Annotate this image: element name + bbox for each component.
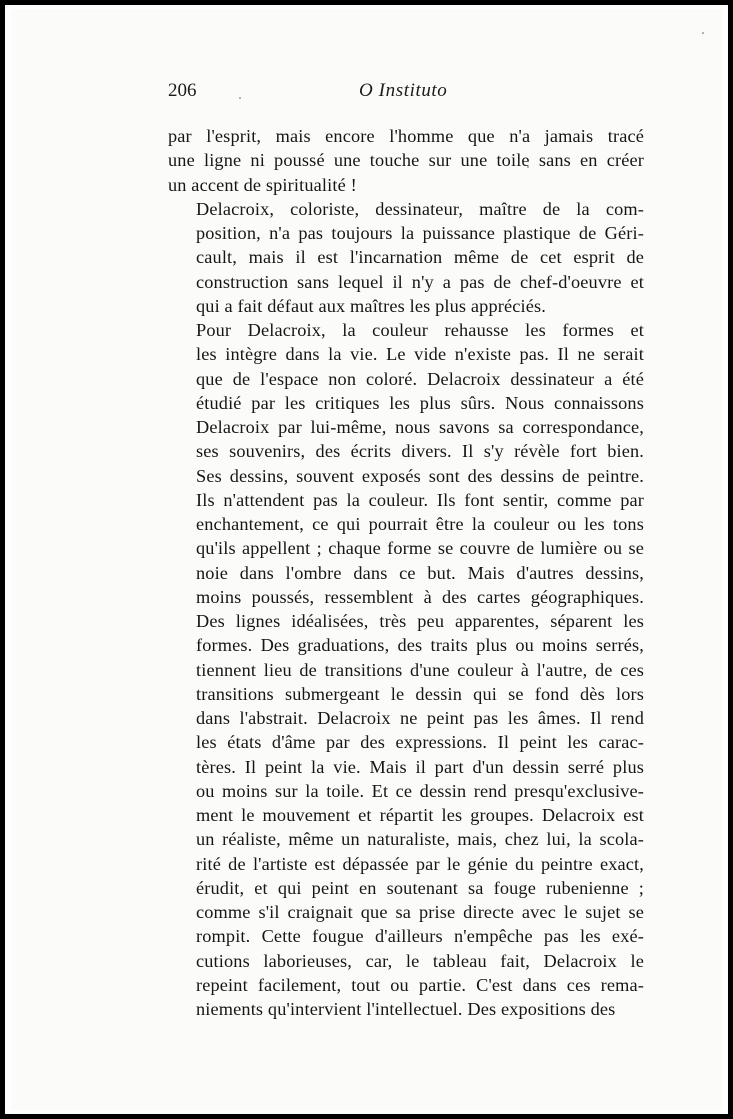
text-line: qui a fait défaut aux maîtres les plus appréciés. bbox=[196, 295, 546, 316]
running-head bbox=[168, 80, 644, 106]
text-line: cault, mais il est l'incarnation même de cet esprit de bbox=[196, 247, 644, 268]
text-line: rompit. Cette fougue d'ailleurs n'empêche pas les exé- bbox=[196, 926, 644, 947]
journal-title: O Instituto bbox=[359, 80, 448, 101]
text-line: dans l'abstrait. Delacroix ne peint pas les âmes. Il rend bbox=[196, 708, 644, 728]
paragraph bbox=[168, 197, 644, 318]
text-line: tères. Il peint la vie. Mais il part d'un dessin serré plus bbox=[196, 756, 644, 777]
text-line: moins poussés, ressemblent à des cartes géographiques. bbox=[196, 586, 644, 607]
text-line: un accent de spiritualité ! bbox=[168, 174, 357, 195]
text-line: Delacroix par lui-même, nous savons sa correspondance, bbox=[196, 417, 644, 437]
text-line: par l'esprit, mais encore l'homme que n'a jamais tracé bbox=[168, 126, 644, 146]
text-line: ou moins sur la toile. Et ce dessin rend presqu'exclusive- bbox=[196, 780, 644, 801]
text-line: comme s'il craignait que sa prise directe avec le sujet se bbox=[196, 902, 644, 922]
text-line: que de l'espace non coloré. Delacroix dessinateur a été bbox=[196, 368, 644, 389]
text-line: Ils n'attendent pas la couleur. Ils font sentir, comme par bbox=[196, 489, 644, 510]
text-line: érudit, et qui peint en soutenant sa fouge rubenienne ; bbox=[196, 877, 644, 898]
text-line: Des lignes idéalisées, très peu apparentes, séparent les bbox=[196, 611, 644, 631]
text-line: ment le mouvement et répartit les groupes. Delacroix est bbox=[196, 805, 644, 825]
text-line: Ses dessins, souvent exposés sont des dessins de peintre. bbox=[196, 465, 644, 486]
text-line: une ligne ni poussé une touche sur une toile sans en créer bbox=[168, 150, 644, 171]
text-line: niements qu'intervient l'intellectuel. Des expositions des bbox=[196, 999, 616, 1019]
paragraph bbox=[168, 124, 644, 197]
text-line: tiennent lieu de transitions d'une couleur à l'autre, de ces bbox=[196, 659, 644, 680]
text-line: construction sans lequel il n'y a pas de chef-d'oeuvre et bbox=[196, 271, 644, 292]
paragraph bbox=[168, 318, 644, 1021]
text-line: un réaliste, même un naturaliste, mais, chez lui, la scola- bbox=[196, 829, 644, 850]
text-line: Delacroix, coloriste, dessinateur, maître de la com- bbox=[196, 198, 644, 219]
text-line: ses souvenirs, des écrits divers. Il s'y révèle fort bien. bbox=[196, 441, 644, 462]
paper-speck bbox=[702, 32, 704, 34]
text-line: transitions submergeant le dessin qui se fond dès lors bbox=[196, 683, 644, 704]
text-line: enchantement, ce qui pourrait être la couleur ou les tons bbox=[196, 514, 644, 534]
text-line: Pour Delacroix, la couleur rehausse les formes et bbox=[196, 320, 644, 340]
page-number: 206 bbox=[168, 80, 197, 101]
text-line: noie dans l'ombre dans ce but. Mais d'autres dessins, bbox=[196, 562, 644, 583]
text-line: les états d'âme par des expressions. Il peint les carac- bbox=[196, 732, 644, 753]
text-line: formes. Des graduations, des traits plus ou moins serrés, bbox=[196, 635, 644, 656]
text-line: les intègre dans la vie. Le vide n'existe pas. Il ne serait bbox=[196, 344, 644, 365]
text-line: qu'ils appellent ; chaque forme se couvre de lumière ou se bbox=[196, 538, 644, 559]
body-text bbox=[168, 124, 644, 1021]
text-line: position, n'a pas toujours la puissance plastique de Géri- bbox=[196, 223, 644, 243]
text-line: rité de l'artiste est dépassée par le génie du peintre exact, bbox=[196, 853, 644, 874]
text-line: repeint facilement, tout ou partie. C'est dans ces rema- bbox=[196, 974, 644, 995]
text-line: étudié par les critiques les plus sûrs. Nous connaissons bbox=[196, 392, 644, 413]
text-line: cutions laborieuses, car, le tableau fait, Delacroix le bbox=[196, 950, 644, 971]
